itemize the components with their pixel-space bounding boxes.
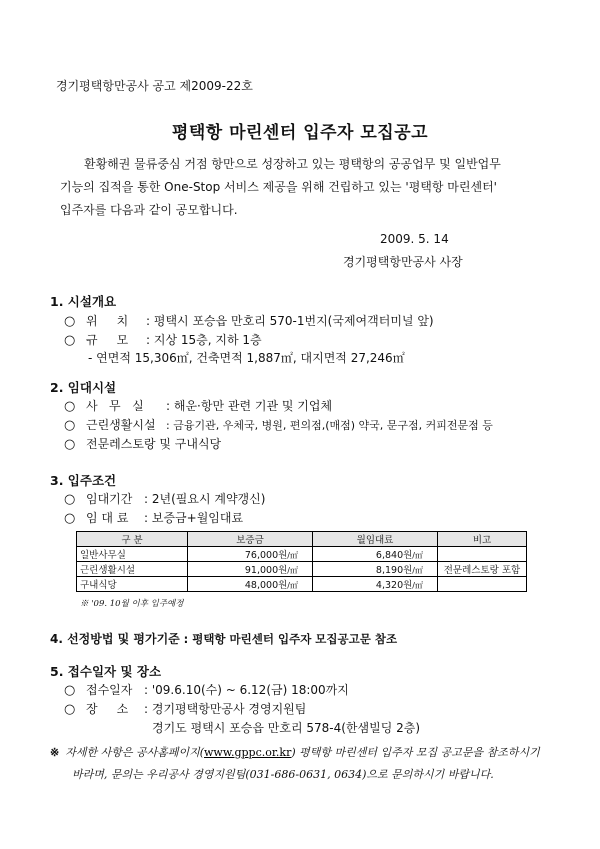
- bullet-circle: ○: [64, 492, 76, 507]
- cell-monthly: [313, 577, 438, 592]
- section-1-heading: 1. 시설개요: [50, 294, 117, 309]
- cell-deposit: [188, 577, 313, 592]
- item-label: 근린생활시설: [86, 418, 156, 432]
- notice-mark: ※: [50, 746, 60, 759]
- item-value: : 해운·항만 관련 기관 및 기업체: [166, 399, 333, 413]
- item-value: : 지상 15층, 지하 1층: [146, 333, 262, 347]
- facility-scale: [64, 331, 262, 348]
- item-label: 장 소: [86, 702, 129, 716]
- issue-date: 2009. 5. 14: [380, 232, 449, 246]
- unit-label: /㎡: [287, 581, 298, 590]
- cell-category: 일반사무실: [77, 547, 188, 562]
- section-5-heading: 5. 접수일자 및 장소: [50, 664, 162, 679]
- application-date: [64, 681, 349, 698]
- col-note-header: 비고: [438, 532, 527, 547]
- item-label: 접수일자: [86, 683, 133, 697]
- monthly-value: 6,840원: [375, 550, 413, 561]
- item-label: 전문레스토랑 및 구내식당: [86, 437, 222, 451]
- unit-label: /㎡: [287, 551, 298, 560]
- cell-monthly: [313, 547, 438, 562]
- deposit-value: 76,000원: [244, 550, 288, 561]
- notice-number: 경기평택항만공사 공고 제2009-22호: [56, 79, 253, 93]
- item-value: : 금융기관, 우체국, 병원, 편의점,(매점) 약국, 문구점, 커피전문점 등: [166, 419, 493, 432]
- lease-office: [64, 397, 332, 414]
- section-4-heading: 4. 선정방법 및 평가기준: [50, 632, 180, 646]
- unit-label: /㎡: [287, 566, 298, 575]
- cell-category: 구내식당: [77, 577, 188, 592]
- section-4: [50, 630, 397, 647]
- lease-restaurant: [64, 435, 221, 452]
- item-label: 임대기간: [86, 492, 133, 506]
- deposit-value: 48,000원: [244, 580, 288, 591]
- facility-area-detail: - 연면적 15,306㎡, 건축면적 1,887㎡, 대지면적 27,246㎡: [88, 351, 405, 365]
- move-in-footnote: ※ '09. 10월 이후 입주예정: [80, 599, 184, 609]
- cell-monthly: [313, 562, 438, 577]
- intro-line-2: 기능의 집적을 통한 One-Stop 서비스 제공을 위해 건립하고 있는 '평택항 마린센터': [60, 180, 497, 194]
- intro-line-1: 환황해권 물류중심 거점 항만으로 성장하고 있는 평택항의 공공업무 및 일반업무: [84, 157, 501, 171]
- contact-notice-line-1: [50, 744, 540, 760]
- unit-label: /㎡: [412, 551, 423, 560]
- col-monthly-header: 월임대료: [313, 532, 438, 547]
- homepage-link[interactable]: www.gppc.or.kr: [204, 746, 292, 759]
- bullet-circle: ○: [64, 437, 76, 452]
- intro-paragraph: [60, 153, 552, 222]
- cell-note: 전문레스토랑 포함: [438, 562, 527, 577]
- page-title: 평택항 마린센터 입주자 모집공고: [171, 123, 429, 143]
- bullet-circle: ○: [64, 333, 76, 348]
- table-row: [77, 562, 527, 577]
- monthly-value: 8,190원: [375, 565, 413, 576]
- table-row: [77, 577, 527, 592]
- bullet-circle: ○: [64, 418, 76, 433]
- cell-category: 근린생활시설: [77, 562, 188, 577]
- lease-period: [64, 490, 265, 507]
- unit-label: /㎡: [412, 581, 423, 590]
- item-value: : 보증금+월임대료: [144, 511, 244, 525]
- notice-text-before: 자세한 사항은 공사홈페이지(: [65, 746, 205, 759]
- item-label: 사 무 실: [86, 399, 144, 413]
- item-label: 위 치: [86, 314, 129, 328]
- item-value: : 평택시 포승읍 만호리 570-1번지(국제여객터미널 앞): [146, 314, 434, 328]
- intro-line-3: 입주자를 다음과 같이 공모합니다.: [60, 203, 238, 217]
- table-header-row: [77, 532, 527, 547]
- bullet-circle: ○: [64, 683, 76, 698]
- application-address: 경기도 평택시 포승읍 만호리 578-4(한샘빌딩 2층): [152, 721, 421, 735]
- item-label: 임 대 료: [86, 511, 129, 525]
- cell-note: [438, 577, 527, 592]
- application-place: [64, 700, 306, 717]
- bullet-circle: ○: [64, 702, 76, 717]
- monthly-value: 4,320원: [375, 580, 413, 591]
- cell-deposit: [188, 562, 313, 577]
- lease-neighborhood: [64, 416, 493, 433]
- lease-rent: [64, 509, 243, 526]
- issuer-signature: 경기평택항만공사 사장: [343, 255, 463, 269]
- section-4-value: : 평택항 마린센터 입주자 모집공고문 참조: [183, 632, 398, 646]
- section-3-heading: 3. 입주조건: [50, 473, 117, 488]
- col-deposit-header: 보증금: [188, 532, 313, 547]
- item-value: : '09.6.10(수) ~ 6.12(금) 18:00까지: [144, 683, 349, 697]
- unit-label: /㎡: [412, 566, 423, 575]
- item-value: : 2년(필요시 계약갱신): [144, 492, 266, 506]
- section-2-heading: 2. 임대시설: [50, 380, 117, 395]
- item-value: : 경기평택항만공사 경영지원팀: [144, 702, 307, 716]
- contact-notice-line-2: 바라며, 문의는 우리공사 경영지원팀(031-686-0631, 0634)으로 문의하시기 바랍니다.: [72, 768, 494, 781]
- table-row: [77, 547, 527, 562]
- cell-note: [438, 547, 527, 562]
- bullet-circle: ○: [64, 314, 76, 329]
- deposit-value: 91,000원: [244, 565, 288, 576]
- notice-text-after: ) 평택항 마린센터 입주자 모집 공고문을 참조하시기: [291, 746, 540, 759]
- cell-deposit: [188, 547, 313, 562]
- rent-table: [76, 531, 527, 592]
- col-category-header: 구 분: [77, 532, 188, 547]
- facility-location: [64, 312, 434, 329]
- bullet-circle: ○: [64, 399, 76, 414]
- item-label: 규 모: [86, 333, 129, 347]
- bullet-circle: ○: [64, 511, 76, 526]
